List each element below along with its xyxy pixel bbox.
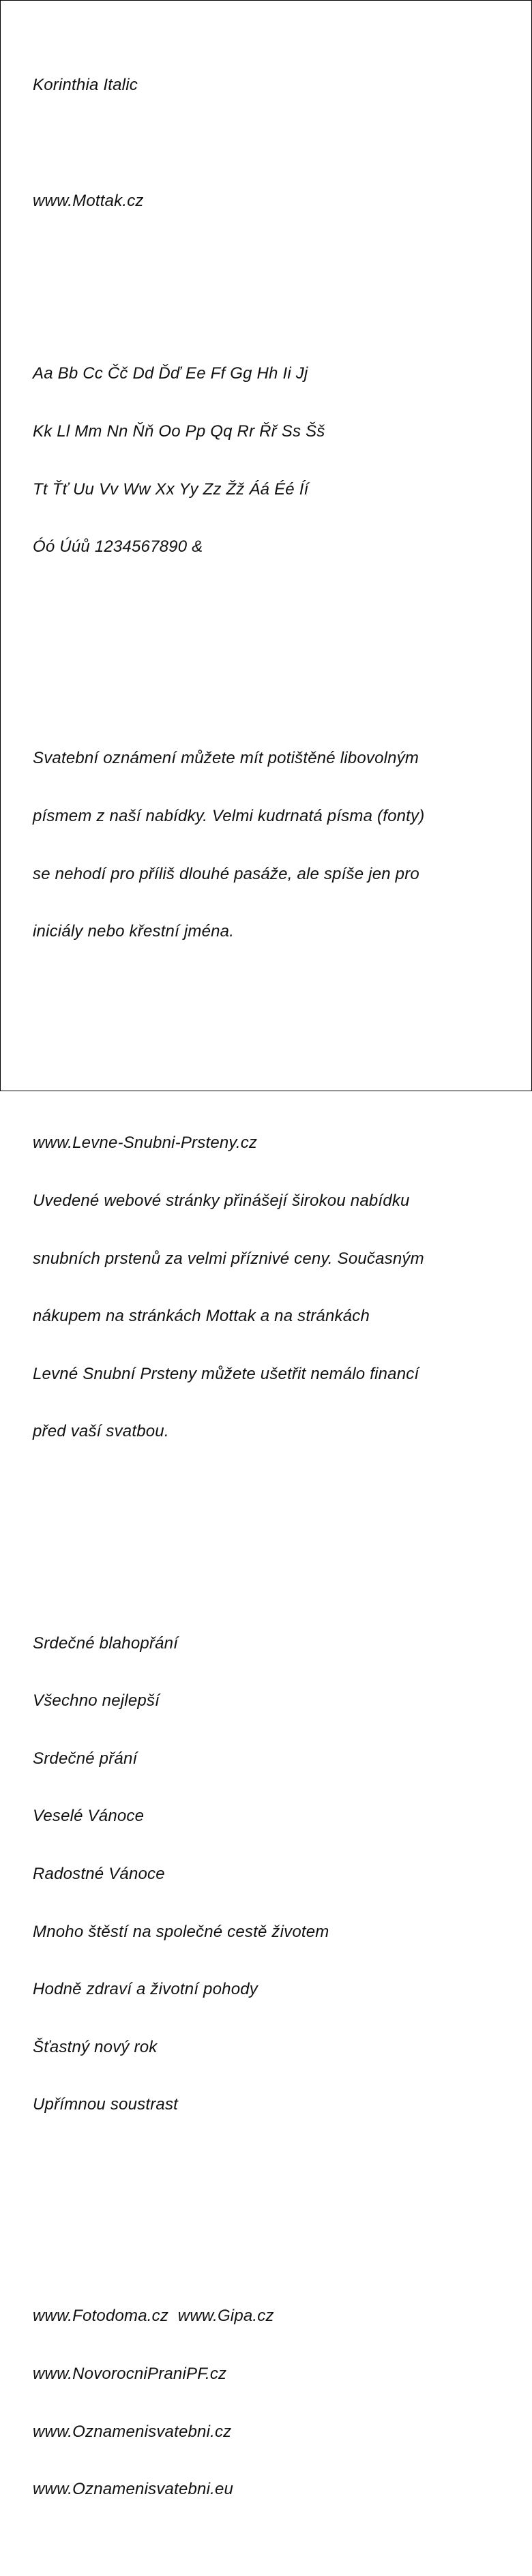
rings-line: Uvedené webové stránky přinášejí širokou nabídku [33,1191,410,1210]
site-url: www.Mottak.cz [33,191,144,210]
alphabet-line: Kk Ll Mm Nn Ňň Oo Pp Qq Rr Řř Ss Šš [33,421,325,441]
spacer [33,1518,424,1537]
greeting-item: Veselé Vánoce [33,1807,145,1826]
greeting-item: Všechno nejlepší [33,1691,160,1711]
rings-line: nákupem na stránkách Mottak a na stránkách [33,1307,370,1326]
paragraph-line: Svatební oznámení můžete mít potištěné libovolným [33,749,419,768]
spacer [33,634,424,653]
greeting-item: Mnoho štěstí na společné cestě životem [33,1922,329,1941]
paragraph-line: se nehodí pro příliš dlouhé pasáže, ale spíše jen pro [33,864,419,883]
link-line: www.Oznamenisvatebni.eu [33,2480,234,2499]
rings-line: před vaší svatbou. [33,1422,169,1441]
greeting-item: Srdečné blahopřání [33,1633,179,1653]
font-name-title: Korinthia Italic [33,76,138,95]
spacer [33,1018,424,1037]
link-line: www.Fotodoma.cz www.Gipa.cz [33,2307,274,2326]
spacer [33,2191,424,2210]
rings-line: Levné Snubní Prsteny můžete ušetřit nemálo financí [33,1364,419,1383]
links-list [33,2268,424,2538]
rings-line: snubních prstenů za velmi příznivé ceny. Současným [33,1249,424,1268]
spacer [33,134,424,153]
link-line: www.NovorocniPraniPF.cz [33,2365,227,2384]
alphabet-line: Aa Bb Cc Čč Dd Ďď Ee Ff Gg Hh Ii Jj [33,364,308,383]
alphabet-line: Óó Úúů 1234567890 & [33,537,203,557]
alphabet-sample [33,326,424,595]
paragraph-line: iniciály nebo křestní jména. [33,922,235,941]
paragraph-line: písmem z naší nabídky. Velmi kudrnatá písma (fonty) [33,806,425,825]
alphabet-line: Tt Ťť Uu Vv Ww Xx Yy Zz Žž Áá Éé Íí [33,479,309,499]
greeting-item: Srdečné přání [33,1749,138,1768]
font-sample-content [33,38,424,2576]
rings-section [33,1095,424,1480]
greeting-item: Radostné Vánoce [33,1864,165,1883]
greeting-item: Upřímnou soustrast [33,2095,179,2114]
greetings-list [33,1595,424,2153]
greeting-item: Šťastný nový rok [33,2037,158,2056]
greeting-item: Hodně zdraví a životní pohody [33,1980,258,1999]
description-paragraph [33,711,424,980]
rings-url: www.Levne-Snubni-Prsteny.cz [33,1134,258,1153]
spacer [33,249,424,268]
link-line: www.Oznamenisvatebni.cz [33,2422,232,2441]
